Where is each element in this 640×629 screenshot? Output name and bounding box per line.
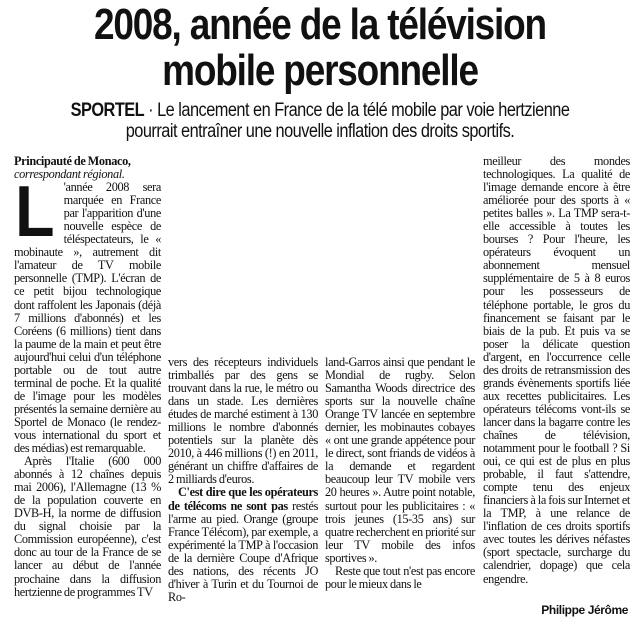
deck-separator: · <box>144 100 158 121</box>
column-1 <box>14 155 161 599</box>
headline-line-1: 2008, année de la télévision <box>94 0 546 49</box>
paragraph-3-text: restés l'arme au pied. Orange (groupe France Télécom), par exemple, a expérimenté la TMP à l'occasion de la dernière Coupe d'Afrique des nations, des récents JO d'hiver à Turin et du Tournoi de Ro- <box>168 498 319 604</box>
paragraph-2-continued: vers des récepteurs individuels trimballés par des gens se trouvant dans la rue, le métro ou dans un stade. Les dernières études de marché estiment à 130 millions le nombre d'abonnés potentiels sur la planète dès 2010, à 446 millions (!) en 2011, générant un chiffre d'affaires de 2 milliards d'euros. <box>168 355 318 487</box>
paragraph-3-lead: C'est dire que les opérateurs de télécoms ne sont pas <box>168 485 318 513</box>
dateline-place: Principauté de Monaco, <box>14 154 131 168</box>
deck <box>45 100 595 142</box>
headline-text <box>51 2 589 94</box>
paragraph-1-text: 'année 2008 sera marquée en France par l'apparition d'une nouvelle espèce de téléspectateurs, le « mobinaute », autrement dit l'amateur de TV mobile personnelle (TMP). L'écran de ce petit bijou technologique dont raffolent les Japonais (déjà 7 millions d'abonnés) et les Coréens (6 millions) tient dans la paume de la main et peut être aujourd'hui celui d'un téléphone portable ou de tout autre terminal de poche. Et la qualité de l'image pour les modèles présentés la semaine dernière au Sportel de Monaco (le rendez-vous international du sport et des médias) est remarquable. <box>14 180 161 456</box>
paragraph-3 <box>168 486 318 603</box>
headline-line-2: mobile personnelle <box>162 46 478 95</box>
deck-line-1 <box>45 100 595 121</box>
byline: Philippe Jérôme <box>541 603 628 617</box>
drop-cap: L <box>15 172 55 253</box>
column-3 <box>325 356 475 591</box>
deck-text-1: Le lancement en France de la télé mobile par voie hertzienne <box>157 100 570 121</box>
deck-kicker: SPORTEL <box>70 100 145 121</box>
dateline-role: correspondant régional. <box>14 167 125 182</box>
column-4 <box>483 155 630 586</box>
paragraph-4-continued: meilleur des mondes technologiques. La qualité de l'image demande encore à être améliorée pour des sports à « petites balles ». La TMP sera-t-elle accessible à toutes les bourses ? Pour l'heure, les opérateurs évoquent un abonnement mensuel supplémentaire de 5 à 8 euros pour les possesseurs de téléphone portable, le gros du financement se faisant par le biais de la pub. Et puis va se poser la délicate question d'argent, en l'occurrence celle des droits de retransmission des grands évènements sportifs liée aux recettes publicitaires. Les opérateurs télécoms vont-ils se lancer dans la bagarre contre les chaînes de télévision, notamment pour le football ? Si oui, ce qui est de plus en plus probable, il faut s'attendre, compte tenu des enjeux financiers à la fois sur Internet et la TMP, à une relance de l'inflation de ces droits sportifs avec toutes les dérives néfastes (sport spectacle, surcharge du calendrier, dopage) que cela engendre. <box>483 154 630 586</box>
paragraph-3-continued: land-Garros ainsi que pendant le Mondial de rugby. Selon Samantha Woods directrice des sports sur la nouvelle chaîne Orange TV lancée en septembre dernier, les mobinautes cobayes « ont une grande appétence pour le direct, sont friands de vidéos à la demande et regardent beaucoup leur TV mobile vers 20 heures ». Autre point notable, surtout pour les publicitaires : « trois jeunes (15-35 ans) sur quatre recherchent en priorité sur leur TV mobile des infos sportives ». <box>325 355 475 565</box>
deck-line-2: pourrait entraîner une nouvelle inflation des droits sportifs. <box>125 121 515 142</box>
column-2 <box>168 356 318 604</box>
paragraph-4: Reste que tout n'est pas encore pour le mieux dans le <box>325 563 475 591</box>
paragraph-2: Après l'Italie (600 000 abonnés à 12 chaînes depuis mai 2006), l'Allemagne (13 % de la population couverte en DVB-H, la norme de diffusion du signal choisie par la Commission européenne), c'est donc au tour de la France de se lancer au début de l'année prochaine dans la diffusion hertzienne de programmes TV <box>14 454 161 599</box>
